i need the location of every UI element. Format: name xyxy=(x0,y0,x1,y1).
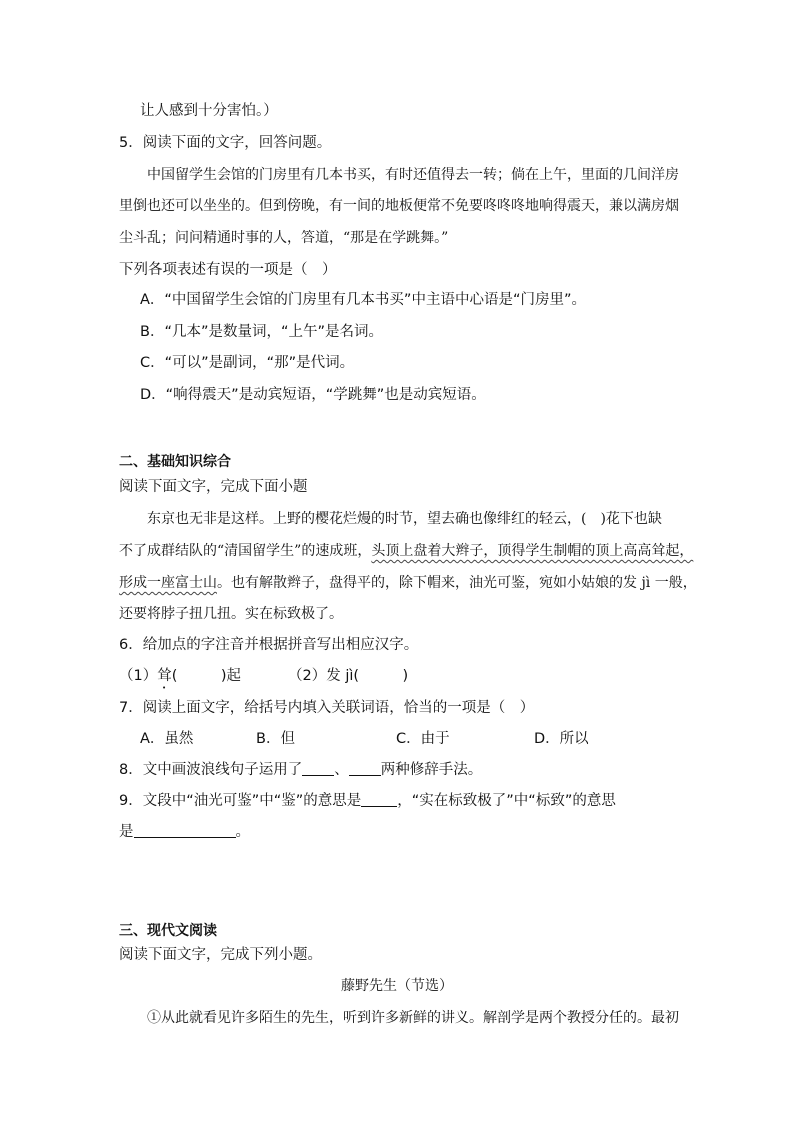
section2-passage-line xyxy=(119,573,697,593)
q7-question: 7．阅读上面文字，给括号内填入关联词语，恰当的一项是（ ） xyxy=(119,700,535,716)
section2-intro: 阅读下面文字，完成下面小题 xyxy=(119,479,308,495)
q7-option-c: C．由于 xyxy=(396,731,450,747)
answer-blank xyxy=(349,760,381,776)
section2-passage-line: 东京也无非是这样。上野的樱花烂熳的时节，望去确也像绯红的轻云，( )花下也缺 xyxy=(147,511,662,527)
carryover-line: 让人感到十分害怕。） xyxy=(140,103,278,119)
wavy-underlined-sentence: 头顶上盘着大辫子，顶得学生制帽的顶上高高耸起， xyxy=(371,543,694,559)
q6-question: 6．给加点的字注音并根据拼音写出相应汉字。 xyxy=(119,637,419,653)
q7-option-a: A．虽然 xyxy=(140,731,194,747)
q5-prompt: 下列各项表述有误的一项是（ ） xyxy=(119,262,337,278)
article-title: 藤野先生（节选） xyxy=(341,978,453,994)
q6-sub1: （1）耸( )起 xyxy=(119,668,242,684)
section2-passage-line: 还要将脖子扭几扭。实在标致极了。 xyxy=(119,606,343,622)
q5-passage-line: 里倒也还可以坐坐的。但到傍晚，有一间的地板便常不免要咚咚咚地响得震天，兼以满房烟 xyxy=(119,198,679,214)
section3-intro: 阅读下面文字，完成下列小题。 xyxy=(119,947,322,963)
q5-question: 5．阅读下面的文字，回答问题。 xyxy=(119,135,332,151)
wavy-underlined-sentence: 形成一座富士山 xyxy=(119,575,217,591)
answer-blank xyxy=(361,791,397,807)
q6-sub2: （2）发 jì( ) xyxy=(288,668,409,684)
section3-paragraph: ①从此就看见许多陌生的先生，听到许多新鲜的讲义。解剖学是两个教授分任的。最初 xyxy=(147,1010,679,1026)
q7-option-d: D．所以 xyxy=(534,731,589,747)
q8-question: 8．文中画波浪线句子运用了 、 两种修辞手法。 xyxy=(119,762,483,778)
q5-passage-line: 中国留学生会馆的门房里有几本书买，有时还值得去一转；倘在上午，里面的几间洋房 xyxy=(147,167,679,183)
section2-passage-line xyxy=(119,541,693,561)
q7-option-b: B．但 xyxy=(256,731,295,747)
q5-option-a: A．“中国留学生会馆的门房里有几本书买”中主语中心语是“门房里”。 xyxy=(140,292,586,308)
section3-heading: 三、现代文阅读 xyxy=(119,923,217,939)
q5-option-d: D．“响得震天”是动宾短语，“学跳舞”也是动宾短语。 xyxy=(140,387,486,403)
q5-option-b: B．“几本”是数量词，“上午”是名词。 xyxy=(140,324,383,340)
answer-blank xyxy=(302,760,334,776)
passage-text: 。也有解散辫子，盘得平的，除下帽来，油光可鉴，宛如小姑娘的发 jì 一般， xyxy=(217,575,697,591)
answer-blank xyxy=(134,822,236,838)
q9-question: 9．文段中“油光可鉴”中“鉴”的意思是 ，“实在标致极了”中“标致”的意思 xyxy=(119,793,616,809)
q5-option-c: C．“可以”是副词，“那”是代词。 xyxy=(140,355,355,371)
section2-heading: 二、基础知识综合 xyxy=(119,454,231,470)
passage-text: 不了成群结队的“清国留学生”的速成班， xyxy=(119,543,372,559)
q9-question-cont: 是 。 xyxy=(119,824,250,840)
dotted-char: 耸 xyxy=(157,668,172,684)
q5-passage-line: 尘斗乱；问问精通时事的人，答道，“那是在学跳舞。” xyxy=(119,230,449,246)
